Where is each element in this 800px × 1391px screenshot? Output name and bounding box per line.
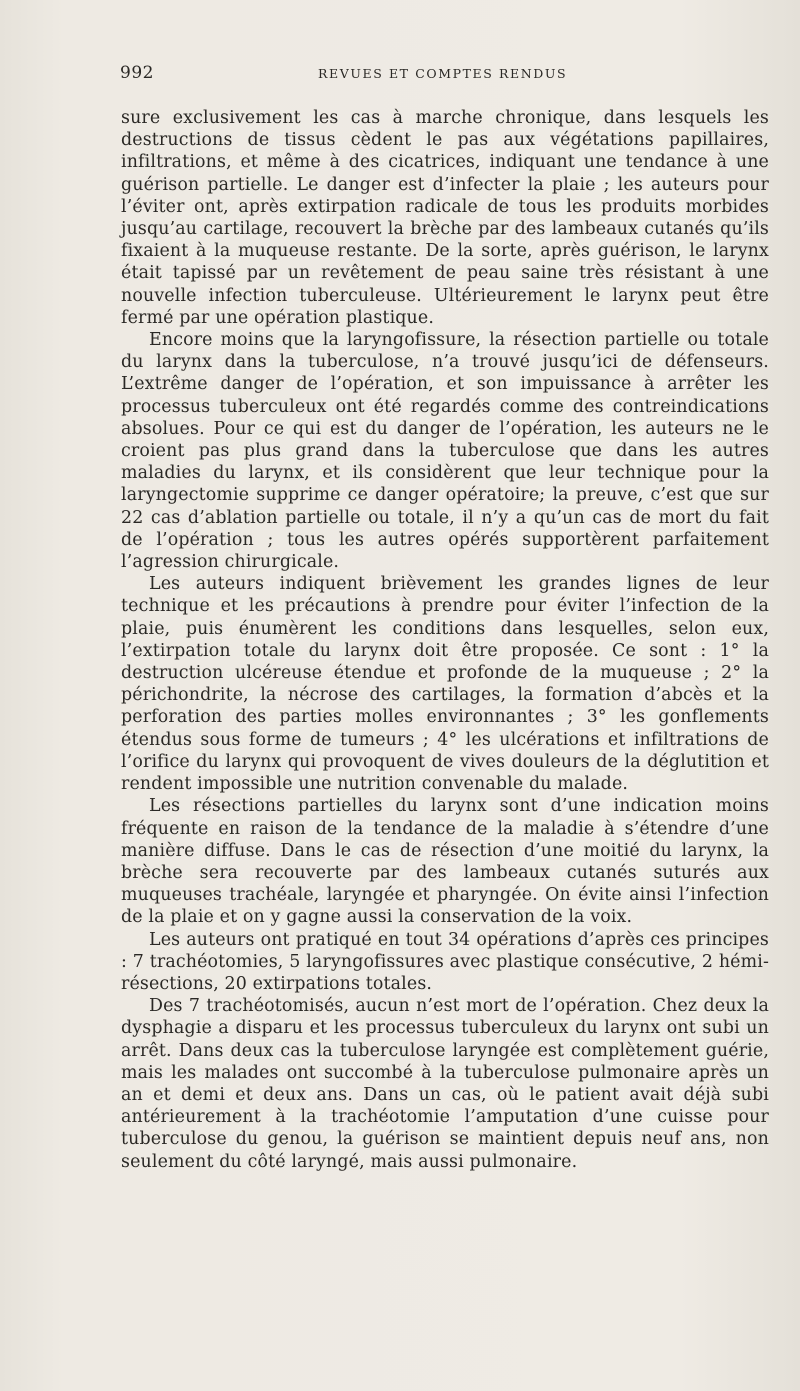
paragraph: Les résections partielles du larynx sont d’une indication moins fréquente en raison de la tendance de la maladie à s’étendre d’une manière diffuse. Dans le cas de résection d’une moitié du larynx, la brèche sera recouverte par des lambeaux cutanés suturés aux muqueuses trachéale, laryngée et pharyngée. On évite ainsi l’infection de la plaie et on y gagne aussi la conservation de la voix. xyxy=(121,796,769,928)
paragraph-continuation: sure exclusivement les cas à marche chronique, dans lesquels les destructions de tissus cèdent le pas aux végétations papillaires, infiltrations, et même à des cicatrices, indiquant une tendance à une guérison partielle. Le danger est d’infecter la plaie ; les auteurs pour l’éviter ont, après extirpation radicale de tous les produits morbides jusqu’au cartilage, recouvert la brèche par des lambeaux cutanés qu’ils fixaient à la muqueuse restante. De la sorte, après guérison, le larynx était tapissé par un revêtement de peau saine très résistant à une nouvelle infection tuberculeuse. Ultérieurement le larynx peut être fermé par une opération plastique. xyxy=(121,108,769,328)
paragraph: Les auteurs ont pratiqué en tout 34 opérations d’après ces principes : 7 trachéotomies, 5 laryngofissures avec plastique consécutive, 2 hémi-résections, 20 extirpations totales. xyxy=(121,929,769,994)
paragraph: Encore moins que la laryngofissure, la résection partielle ou totale du larynx dans la tuberculose, n’a trouvé jusqu’ici de défenseurs. L’extrême danger de l’opération, et son impuissance à arrêter les processus tuberculeux ont été regardés comme des contreindications absolues. Pour ce qui est du danger de l’opération, les auteurs ne le croient pas plus grand dans la tuberculose que dans les autres maladies du larynx, et ils considèrent que leur technique pour la laryngectomie supprime ce danger opératoire; la preuve, c’est que sur 22 cas d’ablation partielle ou totale, il n’y a qu’un cas de mort du fait de l’opération ; tous les autres opérés supportèrent parfaitement l’agression chirurgicale. xyxy=(121,330,769,573)
body-text xyxy=(121,107,769,1173)
paragraph: Les auteurs indiquent brièvement les grandes lignes de leur technique et les précautions à prendre pour éviter l’infection de la plaie, puis énumèrent les conditions dans lesquelles, selon eux, l’extirpation totale du larynx doit être proposée. Ce sont : 1° la destruction ulcéreuse étendue et profonde de la muqueuse ; 2° la périchondrite, la nécrose des cartilages, la formation d’abcès et la perforation des parties molles environnantes ; 3° les gonflements étendus sous forme de tumeurs ; 4° les ulcérations et infiltrations de l’orifice du larynx qui provoquent de vives douleurs de la déglutition et rendent impossible une nutrition convenable du malade. xyxy=(121,574,769,795)
running-title: REVUES ET COMPTES RENDUS xyxy=(318,66,568,81)
page-number: 992 xyxy=(120,63,154,83)
paragraph: Des 7 trachéotomisés, aucun n’est mort de l’opération. Chez deux la dysphagie a disparu et les processus tuberculeux du larynx ont subi un arrêt. Dans deux cas la tuberculose laryngée est complètement guérie, mais les malades ont succombé à la tuberculose pulmonaire après un an et demi et deux ans. Dans un cas, où le patient avait déjà subi antérieurement à la trachéotomie l’amputation d’une cuisse pour tuberculose du genou, la guérison se maintient depuis neuf ans, non seulement du côté laryngé, mais aussi pulmonaire. xyxy=(121,996,769,1172)
